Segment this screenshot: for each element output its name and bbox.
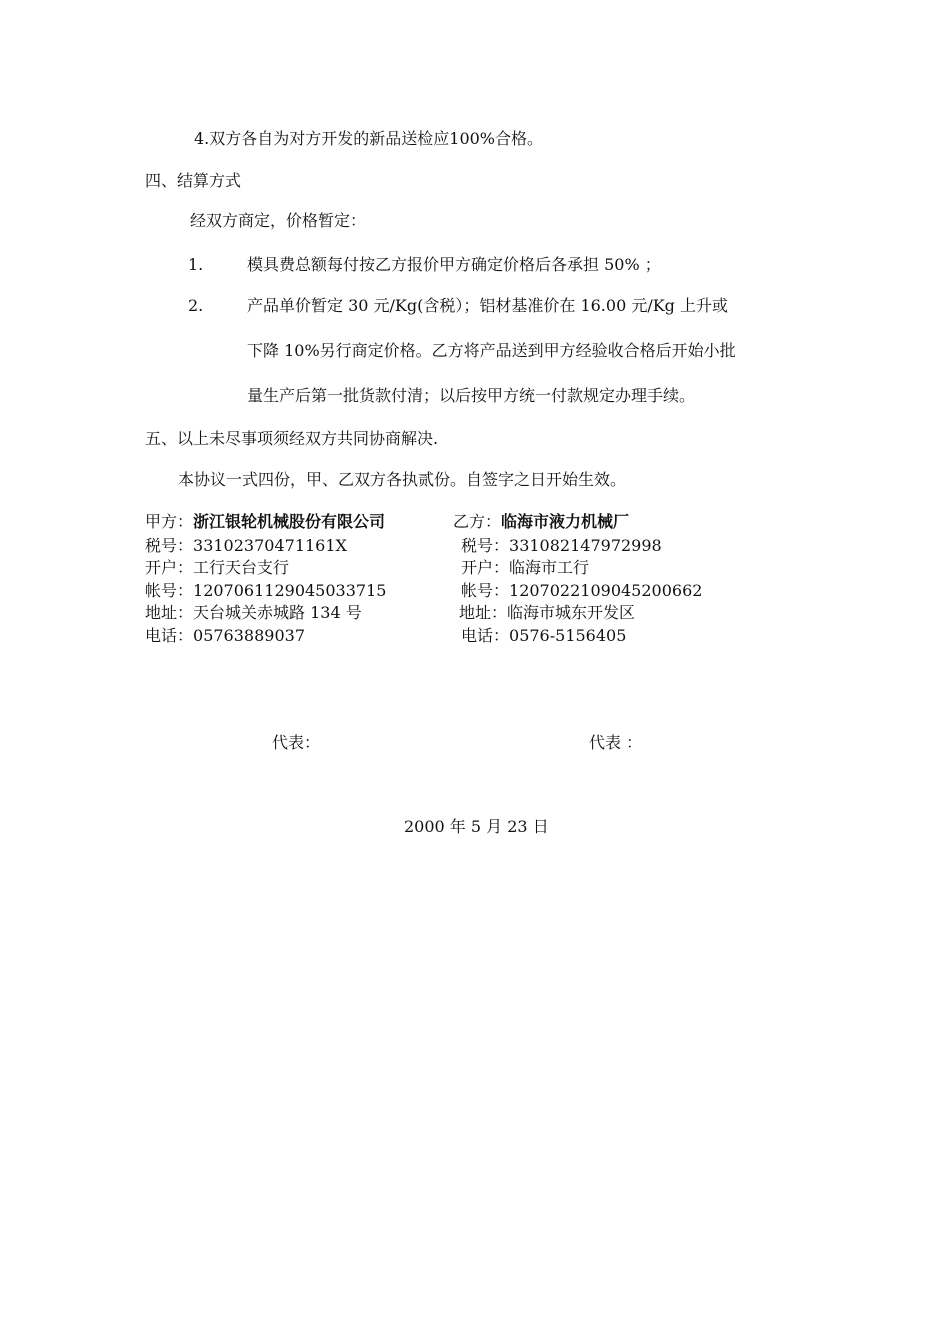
party-a-phone: 05763889037 xyxy=(193,626,305,645)
party-a-phone-label: 电话： xyxy=(145,626,194,645)
party-a-tax: 33102370471161X xyxy=(193,536,347,555)
party-b-bank-row xyxy=(461,557,589,579)
party-a-phone-row xyxy=(145,625,305,647)
section-5: 五、以上未尽事项须经双方共同协商解决. xyxy=(145,429,439,448)
party-b-bank-label: 开户： xyxy=(461,558,510,577)
party-b-address-row xyxy=(459,602,635,624)
party-a-representative: 代表： xyxy=(272,733,321,752)
signing-date: 2000 年 5 月 23 日 xyxy=(404,817,549,836)
item-2-line-3: 量生产后第一批货款付清；以后按甲方统一付款规定办理手续。 xyxy=(247,386,696,405)
party-b-name-row xyxy=(453,511,629,533)
party-a-bank: 工行天台支行 xyxy=(193,558,290,577)
party-b-phone: 0576-5156405 xyxy=(509,626,627,645)
party-b-tax-row xyxy=(461,535,662,557)
party-b-label: 乙方： xyxy=(453,512,502,531)
clause-item-4: 4.双方各自为对方开发的新品送检应100%合格。 xyxy=(194,129,544,148)
item-1-number: 1. xyxy=(188,255,204,274)
item-2-line-1: 产品单价暂定 30 元/Kg(含税）；铝材基准价在 16.00 元/Kg 上升或 xyxy=(247,296,729,315)
item-2-line-2: 下降 10%另行商定价格。乙方将产品送到甲方经验收合格后开始小批 xyxy=(247,341,736,360)
party-a-name: 浙江银轮机械股份有限公司 xyxy=(193,512,386,531)
item-2-number: 2. xyxy=(188,296,204,315)
party-a-bank-row xyxy=(145,557,289,579)
party-b-phone-label: 电话： xyxy=(461,626,510,645)
copies-statement: 本协议一式四份，甲、乙双方各执贰份。自签字之日开始生效。 xyxy=(178,470,627,489)
party-b-tax-label: 税号： xyxy=(461,536,510,555)
party-b-representative: 代表 ： xyxy=(589,733,643,752)
item-1-text: 模具费总额每付按乙方报价甲方确定价格后各承担 50% ； xyxy=(247,255,661,274)
party-a-account-row xyxy=(145,580,386,602)
party-b-address-label: 地址： xyxy=(459,603,508,622)
party-b-address: 临海市城东开发区 xyxy=(507,603,636,622)
pricing-intro: 经双方商定，价格暂定： xyxy=(190,211,367,230)
party-a-bank-label: 开户： xyxy=(145,558,194,577)
party-a-address-row xyxy=(145,602,362,624)
party-a-name-row xyxy=(145,511,385,533)
party-b-account-label: 帐号： xyxy=(461,581,510,600)
party-b-account: 1207022109045200662 xyxy=(509,581,703,600)
party-a-tax-row xyxy=(145,535,347,557)
party-a-tax-label: 税号： xyxy=(145,536,194,555)
party-b-tax: 331082147972998 xyxy=(509,536,662,555)
party-b-bank: 临海市工行 xyxy=(509,558,590,577)
party-b-name: 临海市液力机械厂 xyxy=(501,512,630,531)
party-a-account: 1207061129045033715 xyxy=(193,581,387,600)
party-a-label: 甲方： xyxy=(145,512,194,531)
party-a-account-label: 帐号： xyxy=(145,581,194,600)
party-a-address: 天台城关赤城路 134 号 xyxy=(193,603,362,622)
party-b-phone-row xyxy=(461,625,626,647)
party-a-address-label: 地址： xyxy=(145,603,194,622)
party-b-account-row xyxy=(461,580,702,602)
section-4-heading: 四、结算方式 xyxy=(145,171,242,190)
